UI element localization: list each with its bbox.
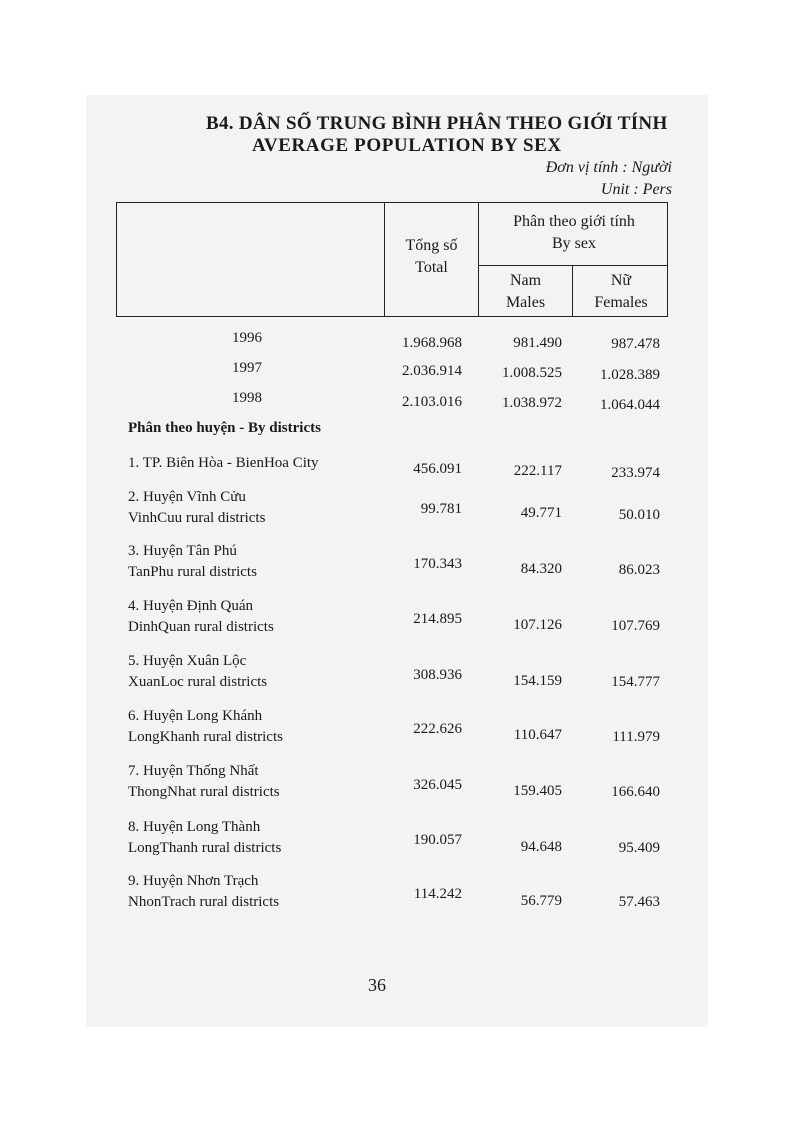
district-females: 86.023: [618, 562, 660, 578]
district-name: 2. Huyện Vĩnh Cửu VinhCuu rural districts: [128, 489, 266, 526]
district-males: 222.117: [513, 463, 562, 479]
district-total: 190.057: [413, 832, 462, 848]
district-name: 8. Huyện Long Thành LongThanh rural districts: [128, 819, 282, 856]
district-females: 50.010: [618, 507, 660, 523]
unit-label-english: Unit : Pers: [600, 181, 672, 198]
district-total: 214.895: [413, 611, 462, 627]
district-males: 159.405: [513, 783, 562, 799]
district-total: 99.781: [420, 501, 462, 517]
unit-label-vietnamese: Đơn vị tính : Người: [545, 159, 672, 176]
table-title-english: AVERAGE POPULATION BY SEX: [252, 135, 562, 156]
year-label: 1997: [232, 360, 262, 376]
district-name: 1. TP. Biên Hòa - BienHoa City: [128, 455, 319, 471]
header-males: Nam Males: [505, 272, 546, 311]
section-heading-districts: Phân theo huyện - By districts: [128, 420, 321, 436]
district-females: 111.979: [612, 729, 660, 745]
district-males: 49.771: [520, 505, 562, 521]
district-females: 166.640: [611, 784, 660, 800]
year-females: 1.028.389: [600, 367, 660, 383]
district-females: 57.463: [618, 894, 660, 910]
district-name: 4. Huyện Định Quán DinhQuan rural districts: [128, 598, 274, 635]
district-males: 154.159: [513, 673, 562, 689]
district-females: 233.974: [611, 465, 660, 481]
district-total: 222.626: [413, 721, 462, 737]
year-total: 2.036.914: [402, 363, 462, 379]
district-males: 107.126: [513, 617, 562, 633]
district-males: 110.647: [513, 727, 562, 743]
district-females: 95.409: [618, 840, 660, 856]
district-total: 114.242: [413, 886, 462, 902]
table-title-vietnamese: B4. DÂN SỐ TRUNG BÌNH PHÂN THEO GIỚI TÍNH: [206, 113, 668, 134]
district-females: 107.769: [611, 618, 660, 634]
district-name: 5. Huyện Xuân Lộc XuanLoc rural districts: [128, 653, 268, 690]
district-males: 84.320: [520, 561, 562, 577]
year-males: 981.490: [513, 335, 562, 351]
year-males: 1.008.525: [502, 365, 562, 381]
year-females: 1.064.044: [600, 397, 660, 413]
district-name: 7. Huyện Thống Nhất ThongNhat rural districts: [128, 763, 280, 800]
district-name: 6. Huyện Long Khánh LongKhanh rural districts: [128, 708, 283, 745]
header-by-sex: Phân theo giới tính By sex: [513, 213, 635, 252]
district-total: 456.091: [413, 461, 462, 477]
table-header: [116, 202, 668, 317]
district-females: 154.777: [611, 674, 660, 690]
year-total: 2.103.016: [402, 394, 462, 410]
page-number: 36: [368, 975, 386, 995]
document-page: [86, 95, 708, 1027]
district-males: 94.648: [520, 839, 562, 855]
year-total: 1.968.968: [402, 335, 462, 351]
header-total: Tổng số Total: [405, 237, 458, 276]
district-name: 3. Huyện Tân Phú TanPhu rural districts: [128, 543, 257, 580]
year-females: 987.478: [611, 336, 660, 352]
header-divider: [478, 265, 667, 266]
year-males: 1.038.972: [502, 395, 562, 411]
year-label: 1998: [232, 390, 262, 406]
district-males: 56.779: [520, 893, 562, 909]
year-label: 1996: [232, 330, 262, 346]
header-females: Nữ Females: [594, 272, 648, 311]
district-total: 308.936: [413, 667, 462, 683]
district-name: 9. Huyện Nhơn Trạch NhonTrach rural districts: [128, 873, 280, 910]
district-total: 170.343: [413, 556, 462, 572]
district-total: 326.045: [413, 777, 462, 793]
